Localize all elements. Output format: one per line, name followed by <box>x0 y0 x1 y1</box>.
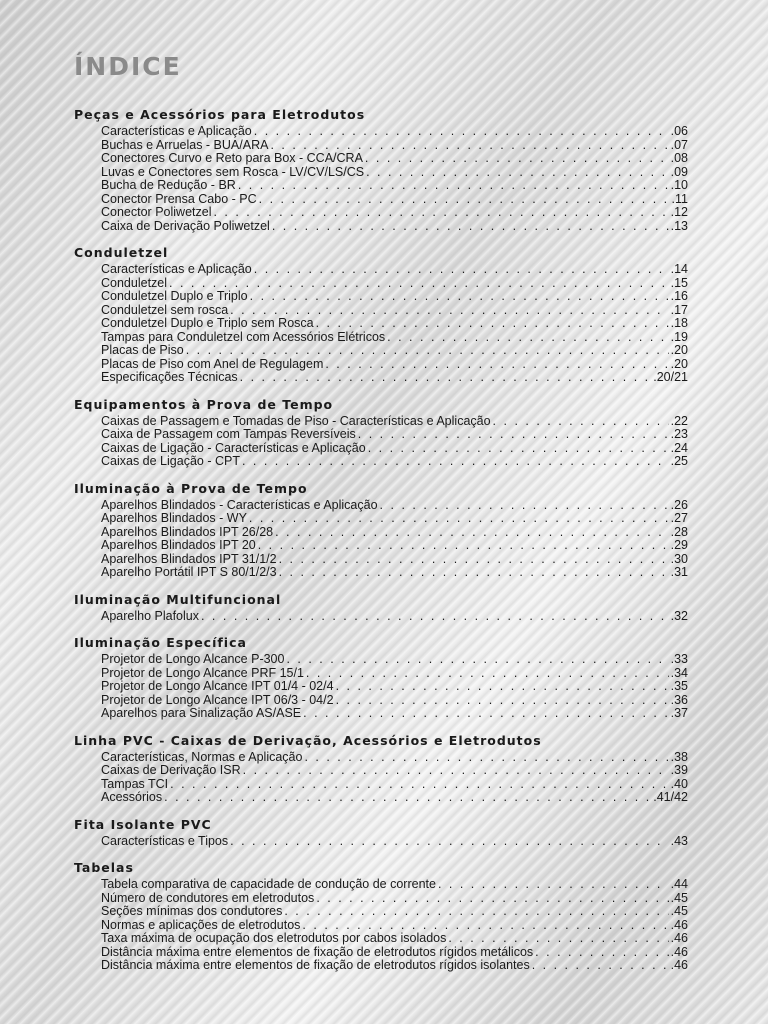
dot-leader <box>366 166 669 180</box>
entry-label: Acessórios <box>101 790 163 804</box>
toc-entry <box>101 610 688 624</box>
toc-entry <box>101 835 688 849</box>
entry-page-number: .46 <box>670 931 688 945</box>
entry-label: Conectores Curvo e Reto para Box - CCA/CRA <box>101 151 363 165</box>
entry-page-number: .46 <box>670 958 688 972</box>
entry-label: Caixas de Ligação - CPT <box>101 454 240 468</box>
dot-leader <box>170 778 668 792</box>
entry-label: Caixa de Passagem com Tampas Reversíveis <box>101 427 356 441</box>
dot-leader <box>302 919 668 933</box>
entry-label: Aparelhos Blindados IPT 20 <box>101 538 256 552</box>
entry-page-number: .25 <box>670 454 688 468</box>
dot-leader <box>365 152 669 166</box>
toc-entry <box>101 764 688 778</box>
section-title: Iluminação Multifuncional <box>74 591 282 607</box>
toc-entry <box>101 371 688 385</box>
entry-page-number: .19 <box>670 329 688 344</box>
section-title: Fita Isolante PVC <box>74 816 212 832</box>
entry-label: Tampas TCI <box>101 776 169 791</box>
entry-label: Número de condutores em eletrodutos <box>101 890 315 905</box>
toc-entry <box>101 707 688 721</box>
entry-label: Normas e aplicações de eletrodutos <box>101 917 301 932</box>
entry-list <box>101 751 688 805</box>
entry-page-number: .15 <box>670 275 688 290</box>
entry-page-number: .41/42 <box>653 790 688 804</box>
entry-label: Especificações Técnicas <box>101 370 238 384</box>
entry-page-number: .46 <box>670 944 688 959</box>
toc-entry <box>101 959 688 973</box>
dot-leader <box>254 125 669 139</box>
toc-entry <box>101 667 688 681</box>
entry-label: Aparelhos Blindados - WY <box>101 511 247 525</box>
dot-leader <box>336 694 669 708</box>
toc-entry <box>101 179 688 193</box>
entry-page-number: .14 <box>670 262 688 276</box>
page-title: ÍNDICE <box>74 52 182 81</box>
dot-leader <box>336 680 669 694</box>
entry-page-number: .40 <box>670 776 688 791</box>
entry-label: Tabela comparativa de capacidade de condução de corrente <box>101 877 436 891</box>
entry-label: Características e Aplicação <box>101 124 252 138</box>
toc-entry <box>101 317 688 331</box>
dot-leader <box>259 193 670 207</box>
dot-leader <box>304 751 668 765</box>
entry-label: Conduletzel <box>101 275 168 290</box>
entry-page-number: .43 <box>670 833 688 848</box>
entry-label: Características, Normas e Aplicação <box>101 749 303 764</box>
entry-page-number: .20/21 <box>653 370 688 384</box>
entry-label: Distância máxima entre elementos de fixação de eletrodutos rígidos metálicos <box>101 944 534 959</box>
dot-leader <box>368 442 669 456</box>
dot-leader <box>240 371 652 385</box>
dot-leader <box>535 946 668 960</box>
dot-leader <box>493 415 669 429</box>
entry-page-number: .33 <box>670 652 688 666</box>
section-title: Tabelas <box>74 860 134 875</box>
toc-entry <box>101 680 688 694</box>
entry-page-number: .16 <box>670 289 688 303</box>
entry-page-number: .08 <box>670 151 688 165</box>
entry-page-number: .18 <box>670 316 688 330</box>
entry-page-number: .45 <box>670 890 688 905</box>
toc-section <box>74 634 688 721</box>
entry-page-number: .23 <box>670 427 688 441</box>
toc-entry <box>101 512 688 526</box>
entry-page-number: .22 <box>670 413 688 428</box>
entry-label: Caixas de Passagem e Tomadas de Piso - Características e Aplicação <box>101 413 491 428</box>
section-title: Iluminação Específica <box>74 635 247 650</box>
entry-page-number: .24 <box>670 440 688 455</box>
entry-page-number: .34 <box>670 665 688 680</box>
toc-entry <box>101 539 688 553</box>
entry-page-number: .44 <box>670 877 688 891</box>
toc-section <box>74 816 688 849</box>
toc-entry <box>101 653 688 667</box>
entry-page-number: .27 <box>670 511 688 525</box>
dot-leader <box>306 667 669 681</box>
entry-label: Conduletzel Duplo e Triplo <box>101 289 248 303</box>
entry-label: Buchas e Arruelas - BUA/ARA <box>101 137 269 152</box>
entry-page-number: .26 <box>670 497 688 512</box>
table-of-contents <box>74 106 688 984</box>
toc-entry <box>101 566 688 580</box>
entry-page-number: .06 <box>670 124 688 138</box>
entry-label: Caixas de Ligação - Características e Aplicação <box>101 440 366 455</box>
entry-page-number: .13 <box>670 218 688 233</box>
toc-entry <box>101 290 688 304</box>
entry-page-number: .10 <box>670 178 688 192</box>
dot-leader <box>249 512 669 526</box>
toc-entry <box>101 220 688 234</box>
section-title: Linha PVC - Caixas de Derivação, Acessórios e Eletrodutos <box>74 732 542 748</box>
entry-label: Luvas e Conectores sem Rosca - LV/CV/LS/CS <box>101 164 365 179</box>
entry-page-number: .30 <box>670 551 688 566</box>
toc-entry <box>101 331 688 345</box>
dot-leader <box>258 539 669 553</box>
entry-label: Projetor de Longo Alcance IPT 01/4 - 02/4 <box>101 679 334 693</box>
entry-label: Projetor de Longo Alcance P-300 <box>101 652 285 666</box>
toc-entry <box>101 166 688 180</box>
entry-label: Projetor de Longo Alcance PRF 15/1 <box>101 665 304 680</box>
entry-page-number: .36 <box>670 692 688 707</box>
toc-section <box>74 732 688 805</box>
section-title: Iluminação à Prova de Tempo <box>74 480 308 496</box>
toc-entry <box>101 892 688 906</box>
dot-leader <box>532 959 669 973</box>
dot-leader <box>243 764 669 778</box>
toc-entry <box>101 152 688 166</box>
toc-entry <box>101 919 688 933</box>
entry-label: Conduletzel Duplo e Triplo sem Rosca <box>101 316 314 330</box>
toc-entry <box>101 442 688 456</box>
entry-page-number: .37 <box>670 706 688 720</box>
toc-entry <box>101 455 688 469</box>
dot-leader <box>316 317 669 331</box>
toc-entry <box>101 206 688 220</box>
dot-leader <box>272 220 669 234</box>
toc-entry <box>101 791 688 805</box>
dot-leader <box>387 331 668 345</box>
entry-label: Projetor de Longo Alcance IPT 06/3 - 04/2 <box>101 692 334 707</box>
entry-page-number: .39 <box>670 763 688 777</box>
toc-entry <box>101 905 688 919</box>
toc-entry <box>101 932 688 946</box>
entry-label: Aparelho Plafolux <box>101 608 199 623</box>
entry-list <box>101 499 688 580</box>
entry-page-number: .46 <box>670 917 688 932</box>
entry-page-number: .07 <box>670 137 688 152</box>
entry-label: Características e Tipos <box>101 833 229 848</box>
toc-entry <box>101 553 688 567</box>
toc-entry <box>101 415 688 429</box>
dot-leader <box>316 892 668 906</box>
entry-page-number: .31 <box>670 565 688 579</box>
entry-list <box>101 653 688 721</box>
toc-entry <box>101 139 688 153</box>
dot-leader <box>242 455 669 469</box>
entry-list <box>101 610 688 624</box>
toc-entry <box>101 946 688 960</box>
dot-leader <box>169 277 669 291</box>
entry-label: Seções mínimas dos condutores <box>101 904 283 918</box>
entry-page-number: .28 <box>670 524 688 539</box>
entry-page-number: .45 <box>670 904 688 918</box>
dot-leader <box>284 905 668 919</box>
section-title: Peças e Acessórios para Eletrodutos <box>74 107 366 122</box>
entry-label: Conector Poliwetzel <box>101 205 212 219</box>
dot-leader <box>230 304 668 318</box>
toc-section <box>74 396 688 469</box>
entry-page-number: .35 <box>670 679 688 693</box>
entry-page-number: .12 <box>670 205 688 219</box>
dot-leader <box>448 932 668 946</box>
entry-page-number: .09 <box>670 164 688 179</box>
entry-page-number: .20 <box>670 343 688 357</box>
entry-list <box>101 125 688 233</box>
entry-label: Placas de Piso <box>101 343 184 357</box>
entry-list <box>101 878 688 973</box>
toc-entry <box>101 125 688 139</box>
dot-leader <box>325 358 668 372</box>
entry-page-number: .20 <box>670 356 688 371</box>
entry-label: Aparelhos para Sinalização AS/ASE <box>101 706 302 720</box>
entry-page-number: .29 <box>670 538 688 552</box>
entry-label: Tampas para Conduletzel com Acessórios Elétricos <box>101 329 386 344</box>
entry-label: Bucha de Redução - BR <box>101 178 236 192</box>
toc-section <box>74 106 688 233</box>
toc-entry <box>101 304 688 318</box>
entry-label: Distância máxima entre elementos de fixação de eletrodutos rígidos isolantes <box>101 958 530 972</box>
entry-page-number: .17 <box>670 302 688 317</box>
entry-label: Conduletzel sem rosca <box>101 302 229 317</box>
dot-leader <box>380 499 669 513</box>
dot-leader <box>201 610 669 624</box>
entry-label: Conector Prensa Cabo - PC <box>101 191 257 206</box>
entry-label: Caixa de Derivação Poliwetzel <box>101 218 270 233</box>
entry-label: Aparelhos Blindados IPT 31/1/2 <box>101 551 277 566</box>
entry-label: Características e Aplicação <box>101 262 252 276</box>
dot-leader <box>286 653 668 667</box>
entry-label: Aparelho Portátil IPT S 80/1/2/3 <box>101 565 277 579</box>
toc-section <box>74 859 688 973</box>
dot-leader <box>230 835 668 849</box>
dot-leader <box>254 263 669 277</box>
toc-entry <box>101 751 688 765</box>
dot-leader <box>250 290 669 304</box>
toc-section <box>74 244 688 385</box>
toc-entry <box>101 358 688 372</box>
dot-leader <box>303 707 668 721</box>
entry-page-number: .32 <box>670 608 688 623</box>
toc-entry <box>101 499 688 513</box>
toc-section <box>74 480 688 580</box>
dot-leader <box>238 179 669 193</box>
section-title: Conduletzel <box>74 245 169 260</box>
entry-page-number: .38 <box>670 749 688 764</box>
dot-leader <box>164 791 651 805</box>
entry-label: Aparelhos Blindados IPT 26/28 <box>101 524 274 539</box>
entry-list <box>101 263 688 385</box>
toc-entry <box>101 778 688 792</box>
toc-entry <box>101 694 688 708</box>
dot-leader <box>213 206 668 220</box>
entry-page-number: .11 <box>671 191 688 206</box>
toc-entry <box>101 428 688 442</box>
section-title: Equipamentos à Prova de Tempo <box>74 396 334 412</box>
entry-list <box>101 835 688 849</box>
dot-leader <box>270 139 668 153</box>
dot-leader <box>279 553 669 567</box>
entry-label: Placas de Piso com Anel de Regulagem <box>101 356 324 371</box>
dot-leader <box>275 526 669 540</box>
toc-entry <box>101 526 688 540</box>
toc-section <box>74 591 688 624</box>
toc-entry <box>101 193 688 207</box>
dot-leader <box>358 428 669 442</box>
entry-label: Taxa máxima de ocupação dos eletrodutos por cabos isolados <box>101 931 447 945</box>
entry-label: Caixas de Derivação ISR <box>101 763 241 777</box>
toc-entry <box>101 878 688 892</box>
entry-label: Aparelhos Blindados - Características e Aplicação <box>101 497 378 512</box>
dot-leader <box>438 878 669 892</box>
toc-entry <box>101 277 688 291</box>
toc-entry <box>101 344 688 358</box>
dot-leader <box>186 344 669 358</box>
dot-leader <box>279 566 669 580</box>
entry-list <box>101 415 688 469</box>
toc-entry <box>101 263 688 277</box>
